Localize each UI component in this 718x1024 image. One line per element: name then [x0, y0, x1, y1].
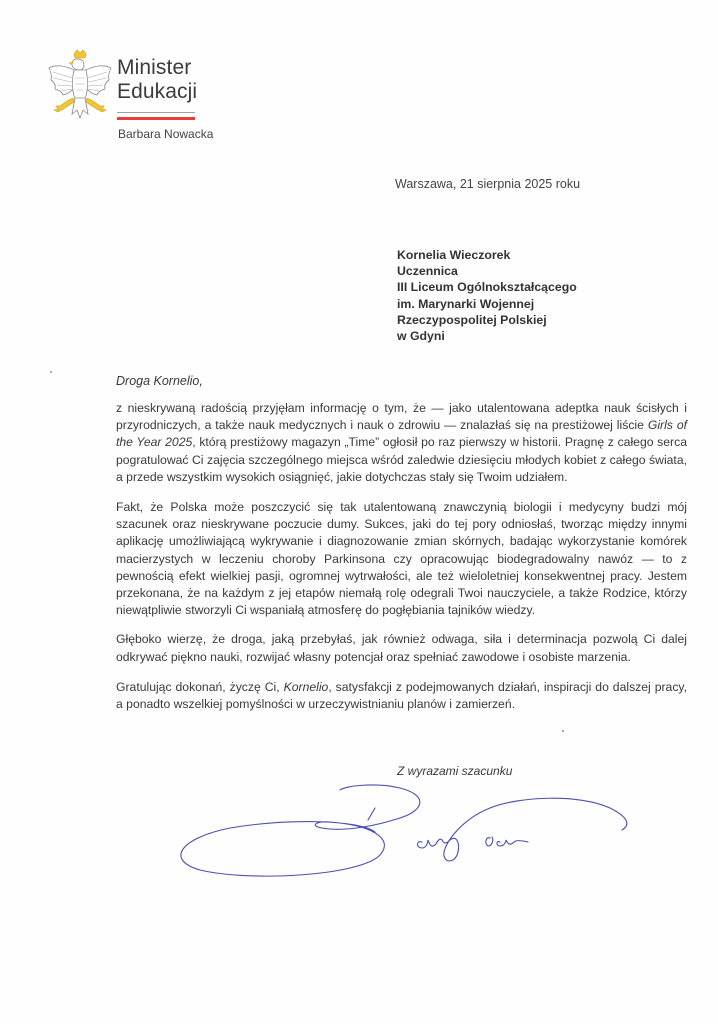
recipient-city: w Gdyni [397, 329, 445, 344]
paragraph-4 [116, 679, 687, 713]
paragraph-1-text-b: , którą prestiżowy magazyn „Time” ogłosił po raz pierwszy w historii. Pragnę z całego serca pogratulować Ci zajęcia szczególnego miejsca wśród zaledwie dziesięciu młodych kobiet z całego świata, a przede wszystkim wysokich osiągnięć, jakie dotychczas stały się Twoim udziałem. [116, 435, 687, 484]
paragraph-4-text-b: , satysfakcji z podejmowanych działań, inspiracji do dalszej pracy, a ponadto wszelkiej pomyślności w urzeczywistnianiu planów i zamierzeń. [116, 679, 687, 712]
ministry-title-line2: Edukacji [117, 80, 198, 103]
scan-speck [50, 371, 52, 373]
paragraph-2: Fakt, że Polska może poszczycić się tak utalentowaną znawczynią biologii i medycyny budzi mój szacunek oraz nieskrywane poczucie dumy. Sukces, jaki do tej pory odniosłaś, tworząc między innymi aplikację umożliwiającą wykrywanie i diagnozowanie zmian skórnych, badając wykorzystanie komórek macierzystych w leczeniu choroby Parkinsona czy opracowując biodegradowalny nawóz — to z pewnością efekt wielkiej pasji, ogromnej wytrwałości, ale też wieloletniej konsekwentnej pracy. Jestem przekonana, że na każdym z jej etapów niemałą rolę odegrali Twoi nauczyciele, a także Rodzice, którzy niewątpliwie stworzyli Ci wspaniałą atmosferę do pogłębiania tajników wiedzy. [116, 500, 687, 618]
scan-speck [562, 730, 564, 732]
header-divider-grey [117, 112, 195, 113]
header-divider-red [117, 117, 195, 120]
ministry-title-line1: Minister [117, 56, 192, 79]
recipient-school-line1: III Liceum Ogólnokształcącego [397, 280, 577, 295]
handwritten-signature-icon [160, 780, 630, 880]
recipient-school-line2: im. Marynarki Wojennej [397, 296, 535, 311]
greeting: Droga Kornelio, [116, 374, 203, 388]
minister-name: Barbara Nowacka [118, 127, 214, 141]
recipient-name: Kornelia Wieczorek [397, 248, 511, 262]
closing-phrase: Z wyrazami szacunku [397, 764, 513, 778]
white-eagle-emblem-icon [44, 48, 116, 122]
paragraph-4-text-a: Gratulując dokonań, życzę Ci, [116, 679, 284, 694]
paragraph-4-italic: Kornelio [283, 679, 329, 694]
date-line: Warszawa, 21 sierpnia 2025 roku [395, 177, 581, 191]
letter-body [116, 400, 687, 726]
recipient-school-line3: Rzeczypospolitej Polskiej [397, 312, 547, 327]
paragraph-1-italic: Girls of the Year 2025 [116, 418, 687, 450]
recipient-role: Uczennica [397, 264, 458, 279]
paragraph-1 [116, 400, 687, 486]
paragraph-1-text-a: z nieskrywaną radością przyjęłam informację o tym, że — jako utalentowana adeptka nauk ścisłych i przyrodniczych, a także nauk medycznych i nauk o zdrowiu — znalazłaś się na prestiżowej liście [116, 401, 687, 433]
paragraph-3: Głęboko wierzę, że droga, jaką przebyłaś, jak również odwaga, siła i determinacja pozwolą Ci dalej odkrywać piękno nauki, rozwijać własny potencjał oraz spełniać zawodowe i osobiste marzenia. [116, 632, 687, 664]
recipient-address [397, 247, 577, 344]
ministry-title [117, 56, 197, 104]
